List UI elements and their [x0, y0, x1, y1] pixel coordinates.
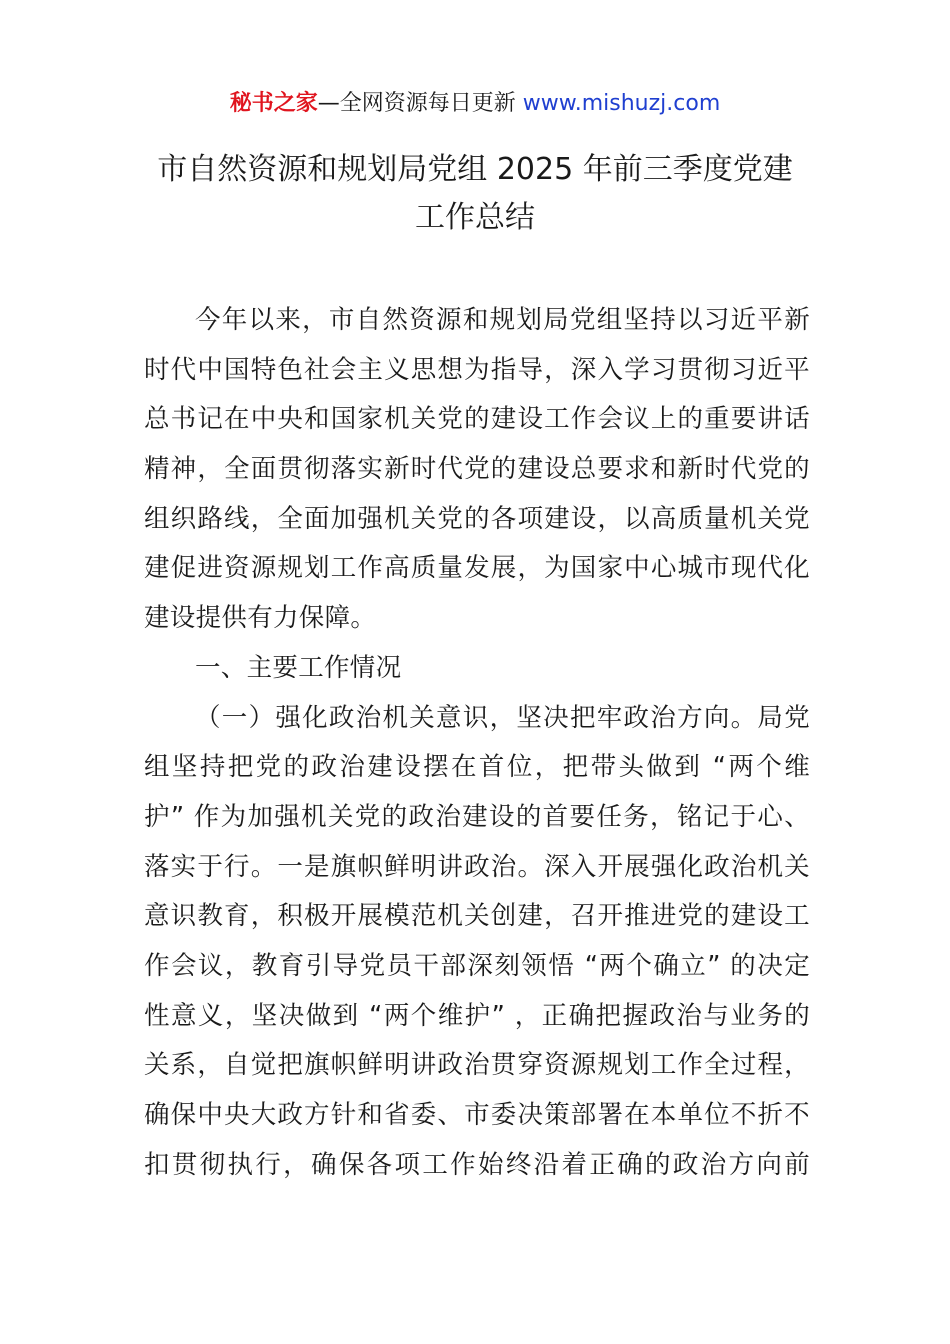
site-header — [0, 88, 950, 120]
paragraph-line: 组坚持把党的政治建设摆在首位，把带头做到 “两个维 — [144, 752, 810, 783]
paragraph-line: 时代中国特色社会主义思想为指导，深入学习贯彻习近平 — [144, 354, 810, 385]
paragraph-line: 总书记在中央和国家机关党的建设工作会议上的重要讲话 — [144, 404, 810, 435]
paragraph-line: 确保中央大政方针和省委、市委决策部署在本单位不折不 — [144, 1100, 810, 1130]
title-line-1: 市自然资源和规划局党组 2025 年前三季度党建 — [157, 152, 793, 187]
brand-name: 秘书之家 — [229, 91, 318, 116]
paragraph-line: （一）强化政治机关意识，坚决把牢政治方向。局党 — [195, 702, 810, 733]
document-title — [130, 146, 820, 242]
paragraph-line: 今年以来，市自然资源和规划局党组坚持以习近平新 — [195, 305, 810, 335]
paragraph-line: 作会议，教育引导党员干部深刻领悟 “两个确立” 的决定 — [144, 950, 810, 981]
document-body — [144, 296, 810, 1190]
section-heading: 一、主要工作情况 — [195, 652, 402, 683]
paragraph-line: 组织路线，全面加强机关党的各项建设，以高质量机关党 — [144, 503, 810, 534]
paragraph-line: 关系，自觉把旗帜鲜明讲政治贯穿资源规划工作全过程， — [144, 1050, 810, 1081]
paragraph-line: 建促进资源规划工作高质量发展，为国家中心城市现代化 — [144, 553, 810, 584]
site-url-link[interactable]: www.mishuzj.com — [522, 91, 721, 116]
paragraph-line: 意识教育，积极开展模范机关创建，召开推进党的建设工 — [144, 901, 810, 932]
paragraph-line: 护” 作为加强机关党的政治建设的首要任务，铭记于心、 — [144, 801, 810, 832]
paragraph-line: 建设提供有力保障。 — [144, 603, 377, 634]
paragraph-line: 性意义，坚决做到 “两个维护” ，正确把握政治与业务的 — [144, 1000, 810, 1031]
header-tagline: —全网资源每日更新 — [317, 91, 523, 116]
paragraph-line: 落实于行。一是旗帜鲜明讲政治。深入开展强化政治机关 — [144, 851, 810, 882]
paragraph-line: 精神，全面贯彻落实新时代党的建设总要求和新时代党的 — [144, 454, 810, 485]
title-line-2: 工作总结 — [415, 200, 535, 235]
paragraph-line: 扣贯彻执行，确保各项工作始终沿着正确的政治方向前 — [144, 1149, 810, 1180]
